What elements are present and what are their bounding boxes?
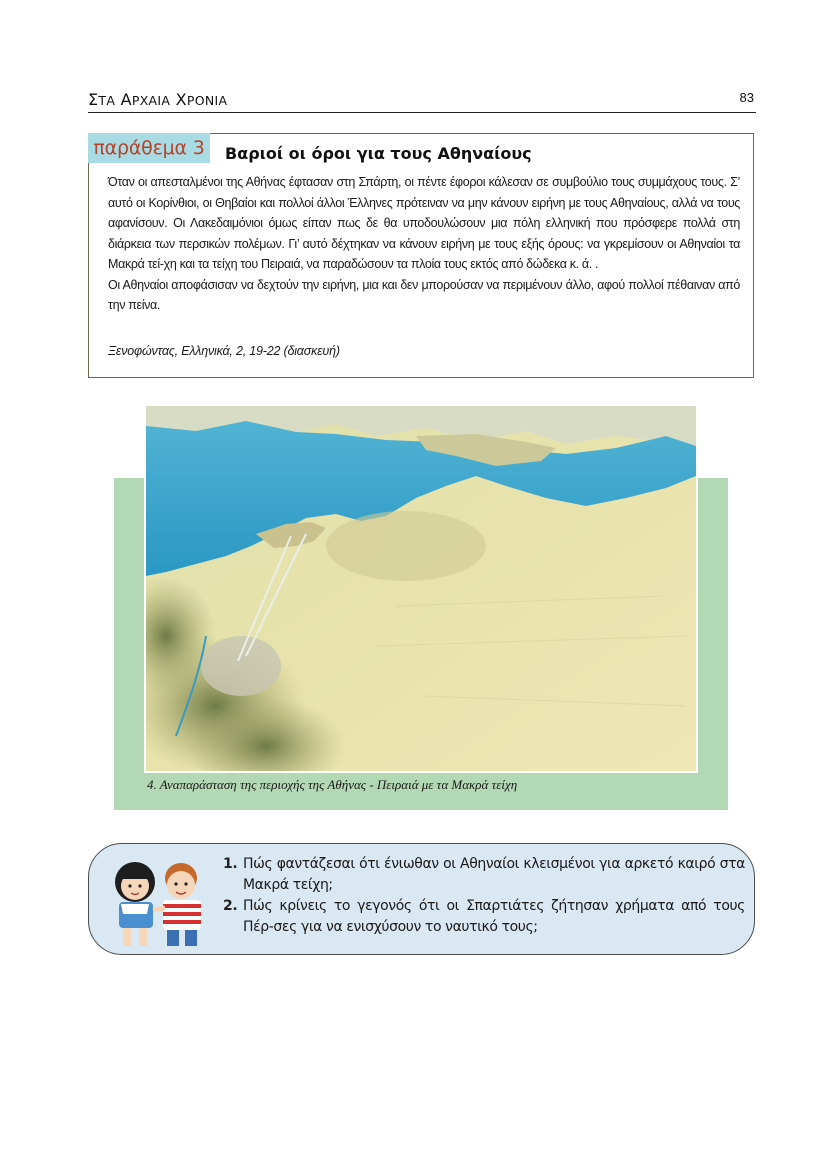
children-illustration-icon bbox=[103, 852, 221, 948]
header-initial-3: Χ bbox=[175, 90, 187, 109]
excerpt-box bbox=[88, 133, 754, 378]
excerpt-paragraph-1: Όταν οι απεσταλμένοι της Αθήνας έφτασαν στη Σπάρτη, οι πέντε έφοροι κάλεσαν σε συμβούλιο τους συμμάχους τους. Σ’ αυτό οι Κορίνθιοι, οι Θηβαίοι και πολλοί άλλοι Έλληνες πρότειναν να μην κάνουν ειρήνη με τους Αθηναίους, αλλά να τους αφανίσουν. Οι Λακεδαιμόνιοι όμως είπαν πως δε θα υποδουλώσουν μια πόλη ελληνική που πρόσφερε πολλά στη διάρκεια των περσικών πολέμων. Γι’ αυτό δέχτηκαν να κάνουν ειρήνη με τους εξής όρους: να γκρεμίσουν οι Αθηναίοι τα Μακρά τεί-χη και τα τείχη του Πειραιά, να παραδώσουν τα πλοία τους εκτός από δώδεκα κ. ά. . bbox=[108, 175, 740, 271]
header-divider bbox=[88, 112, 756, 113]
excerpt-paragraph-2: Οι Αθηναίοι αποφάσισαν να δεχτούν την ειρήνη, μια και δεν μπορούσαν να περιμένουν άλλο, αφού πολλοί πέθαιναν από την πείνα. bbox=[108, 277, 740, 312]
excerpt-source: Ξενοφώντας, Ελληνικά, 2, 19-22 (διασκευή) bbox=[108, 344, 340, 358]
question-number: 2. bbox=[223, 898, 238, 914]
page-number: 83 bbox=[739, 90, 754, 105]
question-text: Πώς κρίνεις το γεγονός ότι οι Σπαρτιάτες ζήτησαν χρήματα από τους Πέρ-σες για να ενισχύσουν το ναυτικό τους; bbox=[243, 898, 745, 935]
excerpt-body bbox=[108, 172, 740, 316]
excerpt-title: Βαριοί οι όροι για τους Αθηναίους bbox=[225, 144, 532, 163]
header-rest-2: ΡΧΑΙΑ bbox=[131, 93, 171, 108]
figure-caption: 4. Αναπαράσταση της περιοχής της Αθήνας - Πειραιά με τα Μακρά τείχη bbox=[147, 777, 518, 792]
question-item bbox=[223, 896, 745, 938]
excerpt-tag: παράθεμα 3 bbox=[88, 133, 210, 163]
header-initial-1: Σ bbox=[88, 90, 99, 109]
question-text: Πώς φαντάζεσαι ότι ένιωθαν οι Αθηναίοι κλεισμένοι για αρκετό καιρό στα Μακρά τείχη; bbox=[243, 856, 745, 893]
header-rest-3: ΡΟΝΙΑ bbox=[186, 93, 228, 108]
header-initial-2: Α bbox=[120, 90, 132, 109]
header-rest-1: ΤΑ bbox=[98, 93, 116, 108]
question-item bbox=[223, 854, 745, 896]
running-header-title bbox=[88, 90, 227, 109]
question-list bbox=[223, 854, 745, 938]
athens-piraeus-relief-map bbox=[146, 406, 696, 771]
map-illustration bbox=[144, 404, 698, 773]
questions-box bbox=[88, 843, 755, 955]
question-number: 1. bbox=[223, 856, 238, 872]
